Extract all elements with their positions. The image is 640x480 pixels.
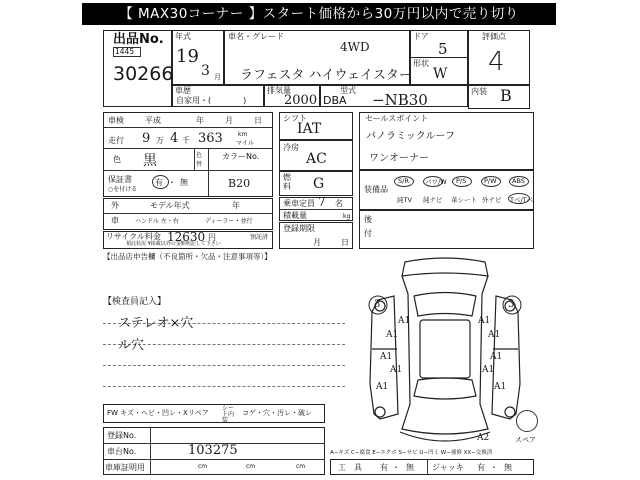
model-month-value: 3 xyxy=(201,63,210,79)
jack-no: 無 xyxy=(504,463,512,472)
mileage-rest-value: 363 xyxy=(198,131,223,146)
map-legend-text: A−キズ C−腐食 E−エクボ S−サビ U−凹ミ W−補修 XX−交換済 xyxy=(330,450,493,456)
tools-no: 無 xyxy=(406,463,414,472)
recycle-deposit: 預託済 xyxy=(250,234,269,241)
equip-abs: ABS xyxy=(512,177,525,185)
displacement-label: 排気量 xyxy=(267,86,291,95)
jack-yes: 有 xyxy=(477,463,485,472)
sales-label: セールスポイント xyxy=(365,114,429,123)
warranty-yes: 有 xyxy=(155,178,163,187)
inspection-era: 平成 xyxy=(145,116,161,125)
lot-number: 30266 xyxy=(113,63,174,85)
car-name-value: ラフェスタ ハイウェイスター xyxy=(240,68,412,83)
aircon-label: 冷房 xyxy=(283,143,299,152)
shape-label: 形状 xyxy=(413,59,429,68)
fuel-use-label: 車歴 xyxy=(175,86,191,95)
import-label: 外 xyxy=(111,201,119,210)
inspection-label: 車検 xyxy=(108,116,124,125)
warranty-note: ○を付ける xyxy=(108,186,138,193)
capacity-value: 7 xyxy=(318,195,326,209)
map-mark-a1-2: A1 xyxy=(488,330,501,340)
chassis-no-label: 車台No. xyxy=(107,447,137,456)
sales-line2: ワンオーナー xyxy=(369,153,429,164)
ttl-label: 登録期限 xyxy=(283,224,315,233)
car-row-label: 車 xyxy=(111,216,119,225)
equip-ps: P/S xyxy=(456,177,467,185)
fuel-value: G xyxy=(313,176,325,192)
ttl-month: 月 xyxy=(313,238,321,247)
shape-value: W xyxy=(433,66,448,82)
vehicle-cert-cm2: cm xyxy=(246,463,256,470)
mileage-label: 走行 xyxy=(108,136,124,145)
vehicle-cert-cm3: cm xyxy=(296,463,306,470)
import-model-year: モデル年式 xyxy=(150,201,190,210)
equip-sr: S/R xyxy=(398,177,409,185)
color-code-value: B20 xyxy=(228,177,251,190)
tools-dot: ・ xyxy=(392,463,400,472)
inspection-unit-month: 月 xyxy=(225,116,233,125)
car-name-label: 車名・グレード xyxy=(228,32,284,41)
map-mark-a1-3: A1 xyxy=(380,352,393,362)
mileage-unit-km: km xyxy=(238,131,248,138)
jack-label: ジャッキ xyxy=(432,463,464,472)
map-mark-a1-6: A1 xyxy=(482,365,495,375)
car-outline-top xyxy=(402,258,488,276)
grade-value: 4 xyxy=(488,47,505,77)
recycle-unit: 円 xyxy=(208,233,216,242)
map-mark-a1-4: A1 xyxy=(490,352,503,362)
map-mark-a1-9: A1 xyxy=(398,316,411,326)
map-mark-a1-7: A1 xyxy=(376,382,389,392)
after-label2: 付 xyxy=(364,229,372,238)
recycle-label: リサイクル料金 xyxy=(106,232,161,241)
interior-label: 内装 xyxy=(471,87,487,96)
aircon-value: AC xyxy=(306,151,327,167)
map-mark-3-left: 3 xyxy=(374,299,381,310)
car-windshield xyxy=(414,293,476,317)
model-type-prefix: DBA xyxy=(323,94,347,107)
car-left-side xyxy=(370,300,380,419)
color-label: 色 xyxy=(113,155,121,164)
map-mark-a1-1: A1 xyxy=(386,330,399,340)
payload-label: 積載量 xyxy=(283,211,307,220)
door-label: ドア xyxy=(413,32,429,41)
equip-tbe: Tベ/Tベ xyxy=(510,196,534,204)
chassis-no-value: 103275 xyxy=(188,443,238,458)
equip-ext-navi: 外ナビ xyxy=(482,196,502,204)
inspection-unit-day: 日 xyxy=(254,116,262,125)
car-right-side xyxy=(510,300,520,419)
after-box xyxy=(359,210,534,249)
fuel-use-value: 自家用・( ) xyxy=(176,96,247,105)
mileage-sen-value: 4 xyxy=(170,131,179,146)
equip-pwin: P/W xyxy=(484,177,497,185)
damage-legend-sheet: シート内装 xyxy=(222,405,235,424)
damage-legend-text: FW キズ・ヘビ・凹レ・Xリペア xyxy=(107,409,209,417)
model-type-label: 型式 xyxy=(340,86,356,95)
model-type-value: −NB30 xyxy=(372,91,428,109)
vehicle-cert-label: 車庫証明用 xyxy=(105,463,145,472)
damage-map xyxy=(350,254,540,454)
recycle-note: 預託状況 ¥掲載以外の金額明記して下さい xyxy=(126,241,221,247)
import-year-unit: 年 xyxy=(232,201,240,210)
color-change-label: 色替 xyxy=(196,152,203,168)
warranty-label: 保証書 xyxy=(108,175,132,184)
tools-yes: 有 xyxy=(380,463,388,472)
map-mark-3-right: 3 xyxy=(508,299,515,310)
recycle-value: 12630 xyxy=(167,230,206,244)
after-label: 後 xyxy=(364,215,372,224)
handle-label: ハンドル 左・右 xyxy=(135,218,179,225)
map-mark-a1-5: A1 xyxy=(390,365,403,375)
model-month-unit: 月 xyxy=(214,73,221,81)
ttl-day: 日 xyxy=(341,238,349,247)
vehicle-cert-cm1: cm xyxy=(198,463,208,470)
shift-label: シフト xyxy=(283,114,307,123)
jack-dot: ・ xyxy=(490,463,498,472)
equip-pw: パワ/W xyxy=(425,178,447,186)
payload-unit: kg xyxy=(343,213,351,220)
lot-label: 出品No. xyxy=(113,32,164,47)
model-year-value: 19 xyxy=(176,46,199,67)
inspection-unit-year: 年 xyxy=(196,116,204,125)
inspector-line1: ステレオ×穴 xyxy=(118,316,194,331)
displacement-value: 2000 xyxy=(284,93,318,108)
mileage-man-unit: 万 xyxy=(156,136,164,145)
map-mark-a1-10: A1 xyxy=(478,316,491,326)
grade-label: 評価点 xyxy=(482,32,506,41)
banner-text: 【 MAX30コーナー 】スタート価格から30万円以内で売り切り xyxy=(119,6,519,22)
damage-legend-sheet-items: コゲ・穴・汚レ・破レ xyxy=(242,409,312,417)
warranty-no: 無 xyxy=(180,178,188,187)
door-value: 5 xyxy=(438,40,448,58)
inspector-line2: ル穴 xyxy=(118,338,145,353)
equip-tv: 純TV xyxy=(397,196,412,204)
inspector-label: 【検査員記入】 xyxy=(103,297,167,307)
wheel-rr xyxy=(505,407,515,417)
wheel-rl xyxy=(375,407,385,417)
sales-line1: パノラミックルーフ xyxy=(366,131,455,142)
mileage-man-value: 9 xyxy=(142,131,151,146)
mileage-unit-mile: マイル xyxy=(236,140,254,147)
spare-label: スペア xyxy=(515,436,536,444)
car-roof xyxy=(420,320,470,378)
color-code-label: カラーNo. xyxy=(222,152,260,161)
capacity-label: 乗車定員 xyxy=(283,199,315,208)
equip-navi: 純ナビ xyxy=(423,196,443,204)
shift-value: IAT xyxy=(297,121,322,137)
interior-value: B xyxy=(500,86,512,105)
mileage-sen-unit: 千 xyxy=(182,136,190,145)
reg-no-label: 登録No. xyxy=(107,431,137,440)
equipment-label: 装備品 xyxy=(364,185,388,194)
notes-label: 【出品店申告欄（不良箇所・欠品・注意事項等）】 xyxy=(103,252,272,261)
model-year-label: 年式 xyxy=(175,32,191,41)
car-rear-window xyxy=(414,378,476,399)
color-value: 黒 xyxy=(143,153,157,169)
equip-leather: 革シート xyxy=(451,196,477,204)
dealer-label: ディーラー・並行 xyxy=(205,218,253,225)
warranty-dot: ・ xyxy=(168,178,176,187)
capacity-unit: 名 xyxy=(335,199,343,208)
car-drive-value: 4WD xyxy=(340,40,370,54)
fuel-label: 燃料 xyxy=(283,173,291,191)
map-mark-a2: A2 xyxy=(477,433,490,443)
spare-tire-icon xyxy=(516,410,538,432)
map-mark-a1-8: A1 xyxy=(494,382,507,392)
lot-sub: 1445 xyxy=(115,47,135,56)
tools-label: 工 具 xyxy=(338,463,362,472)
